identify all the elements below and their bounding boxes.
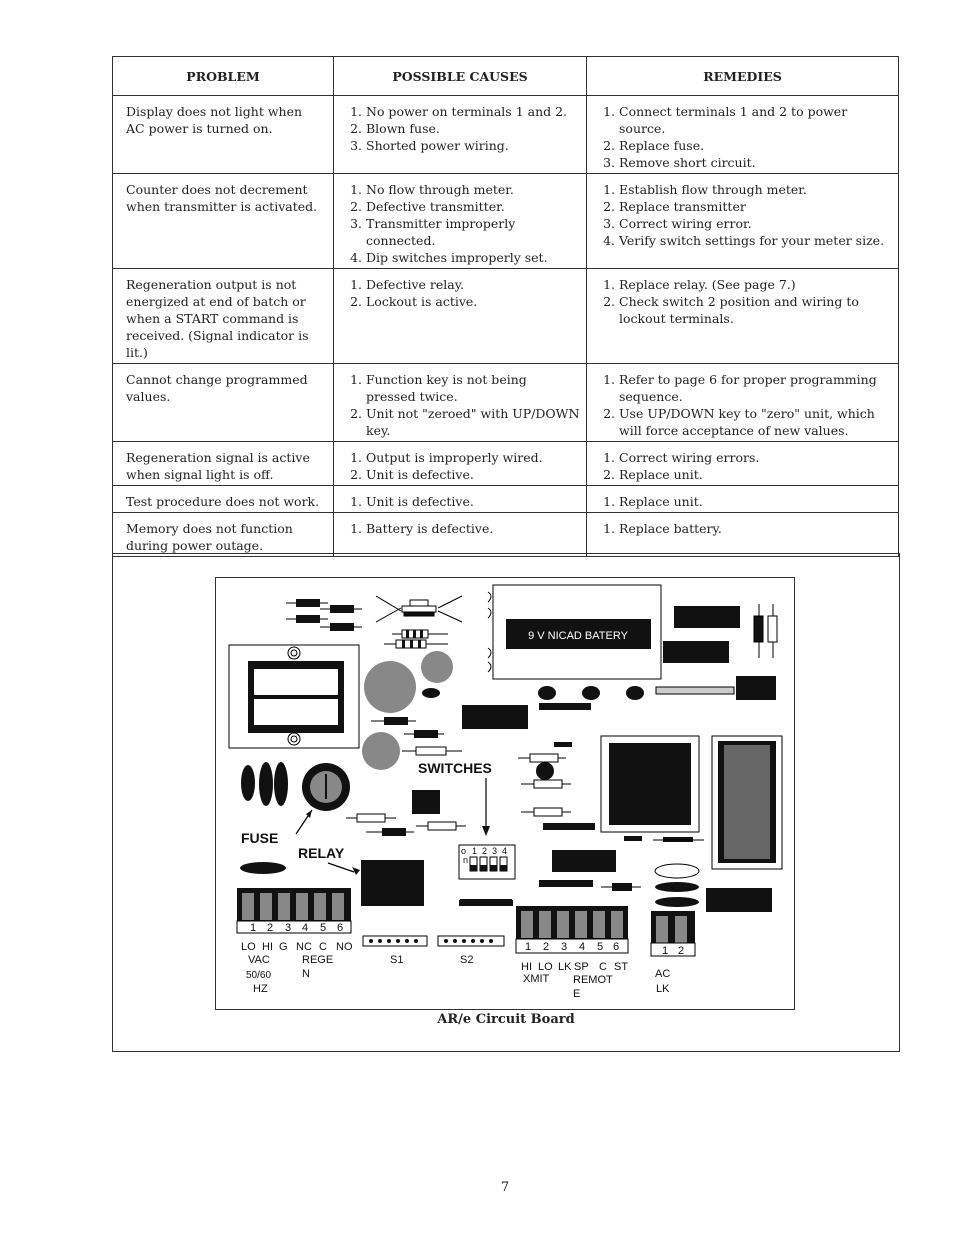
remedies-cell	[587, 364, 899, 442]
problem-line: AC power is turned on.	[126, 121, 273, 136]
problem-line: Regeneration signal is active	[126, 450, 310, 465]
s2-label: S2	[460, 954, 474, 966]
remedies-item: 3. Correct wiring error.	[619, 215, 892, 232]
causes-cell	[334, 96, 587, 174]
xmit-label: XMIT	[523, 973, 550, 985]
hz-50-60-label: 50/60	[246, 970, 272, 981]
problem-line: Cannot change programmed	[126, 372, 308, 387]
causes-item: 2. Unit not "zeroed" with UP/DOWN key.	[366, 405, 580, 439]
fuse-holder	[302, 763, 350, 811]
right-terminal-number-2: 2	[543, 941, 550, 953]
remedies-item: 3. Remove short circuit.	[619, 154, 892, 171]
causes-list	[347, 449, 580, 483]
table-row	[113, 96, 899, 174]
right-terminal-number-4: 4	[579, 941, 586, 953]
problem-line: Test procedure does not work.	[126, 494, 320, 509]
remedies-list	[600, 181, 892, 249]
remedies-item: 1. Correct wiring errors.	[619, 449, 892, 466]
problem-line: Memory does not function	[126, 521, 293, 536]
dip-num-2: 2	[482, 846, 488, 856]
problem-cell	[113, 486, 334, 513]
remedies-item: 2. Check switch 2 position and wiring to lockout terminals.	[619, 293, 892, 327]
left-terminal-number-6: 6	[337, 922, 344, 934]
terminal-block-ac-lockout	[651, 911, 695, 956]
remedies-cell	[587, 486, 899, 513]
right-terminal-number-5: 5	[597, 941, 604, 953]
remedies-item: 4. Verify switch settings for your meter size.	[619, 232, 892, 249]
causes-item: 4. Dip switches improperly set.	[366, 249, 580, 266]
header-causes: POSSIBLE CAUSES	[334, 57, 587, 96]
table-row	[113, 486, 899, 513]
remedies-cell	[587, 513, 899, 557]
table-row	[113, 174, 899, 269]
causes-list	[347, 520, 580, 537]
causes-cell	[334, 364, 587, 442]
remedies-item: 1. Replace unit.	[619, 493, 892, 510]
battery-label: 9 V NICAD BATERY	[528, 630, 628, 642]
left-terminal-number-5: 5	[320, 922, 327, 934]
remedies-item: 2. Use UP/DOWN key to "zero" unit, which will force acceptance of new values.	[619, 405, 892, 439]
vac-label: VAC	[248, 954, 270, 966]
problem-cell	[113, 442, 334, 486]
problem-cell	[113, 364, 334, 442]
transformer	[229, 645, 359, 748]
table-row	[113, 364, 899, 442]
processor-chip	[601, 736, 699, 832]
table-row	[113, 513, 899, 557]
left-terminal-number-1: 1	[250, 922, 257, 934]
page-number: 7	[500, 1180, 510, 1195]
dip-switch	[459, 845, 515, 879]
dip-num-4: 4	[502, 846, 508, 856]
remedies-cell	[587, 174, 899, 269]
right-terminal-label-3: LK	[558, 961, 572, 973]
connector-s2	[438, 936, 504, 946]
problem-line: energized at end of batch or	[126, 294, 306, 309]
problem-line: Display does not light when	[126, 104, 303, 119]
remedies-item: 1. Refer to page 6 for proper programming sequence.	[619, 371, 892, 405]
circuit-board-diagram	[215, 577, 795, 1010]
ac-num-1: 1	[662, 945, 669, 957]
causes-item: 2. Blown fuse.	[366, 120, 580, 137]
right-terminal-label-2: LO	[538, 961, 553, 973]
causes-item: 2. Unit is defective.	[366, 466, 580, 483]
remedies-list	[600, 103, 892, 171]
problem-line: when a START command is	[126, 311, 299, 326]
right-terminal-label-6: ST	[614, 961, 629, 973]
troubleshooting-table	[112, 56, 899, 557]
relay	[361, 860, 424, 906]
dip-num-1: 1	[472, 846, 478, 856]
causes-item: 1. No flow through meter.	[366, 181, 580, 198]
ac-label: AC	[655, 968, 671, 980]
right-terminal-number-1: 1	[525, 941, 532, 953]
remote-label-1: REMOT	[573, 974, 613, 986]
lk-label: LK	[656, 983, 670, 995]
regen-label-1: REGE	[302, 954, 334, 966]
terminal-block-signal	[516, 906, 628, 953]
causes-item: 1. Output is improperly wired.	[366, 449, 580, 466]
causes-list	[347, 181, 580, 266]
fuse-label: FUSE	[241, 830, 279, 846]
remedies-item: 1. Replace battery.	[619, 520, 892, 537]
causes-cell	[334, 486, 587, 513]
left-terminal-number-2: 2	[267, 922, 274, 934]
relay-label: RELAY	[298, 845, 345, 861]
remedies-item: 2. Replace unit.	[619, 466, 892, 483]
causes-item: 1. No power on terminals 1 and 2.	[366, 103, 580, 120]
left-terminal-label-6: NO	[336, 941, 353, 953]
table-row	[113, 442, 899, 486]
causes-list	[347, 276, 580, 310]
right-terminal-label-1: HI	[521, 961, 532, 973]
header-remedies: REMEDIES	[587, 57, 899, 96]
remedies-item: 2. Replace fuse.	[619, 137, 892, 154]
indicator-component	[376, 596, 462, 622]
problem-cell	[113, 96, 334, 174]
ac-num-2: 2	[678, 945, 685, 957]
left-terminal-label-4: NC	[296, 941, 312, 953]
problem-line: Counter does not decrement	[126, 182, 308, 197]
switches-label: SWITCHES	[418, 760, 492, 776]
table-row	[113, 269, 899, 364]
problem-line: when signal light is off.	[126, 467, 274, 482]
svg-text:n: n	[463, 855, 469, 865]
problem-line: values.	[126, 389, 171, 404]
remedies-cell	[587, 96, 899, 174]
left-terminal-label-3: G	[279, 941, 288, 953]
s1-label: S1	[390, 954, 404, 966]
causes-item: 2. Lockout is active.	[366, 293, 580, 310]
problem-line: Regeneration output is not	[126, 277, 297, 292]
causes-item: 3. Transmitter improperly connected.	[366, 215, 580, 249]
left-terminal-label-5: C	[319, 941, 327, 953]
hz-label: HZ	[253, 983, 268, 995]
right-terminal-label-5: C	[599, 961, 607, 973]
remedies-item: 2. Replace transmitter	[619, 198, 892, 215]
battery	[488, 585, 661, 679]
table-header-row	[113, 57, 899, 96]
problem-line: received. (Signal indicator is lit.)	[126, 328, 309, 360]
remedies-list	[600, 371, 892, 439]
causes-item: 1. Function key is not being pressed twice.	[366, 371, 580, 405]
remedies-cell	[587, 442, 899, 486]
problem-cell	[113, 513, 334, 557]
remote-label-2: E	[573, 988, 581, 1000]
remedies-cell	[587, 269, 899, 364]
right-terminal-label-4: SP	[574, 961, 589, 973]
problem-cell	[113, 269, 334, 364]
left-terminal-number-3: 3	[285, 922, 292, 934]
remedies-list	[600, 449, 892, 483]
left-terminal-label-1: LO	[241, 941, 256, 953]
resistor-group-top	[286, 599, 362, 631]
problem-cell	[113, 174, 334, 269]
problem-line: when transmitter is activated.	[126, 199, 318, 214]
svg-text:o: o	[461, 846, 467, 856]
causes-item: 2. Defective transmitter.	[366, 198, 580, 215]
causes-cell	[334, 442, 587, 486]
dip-num-3: 3	[492, 846, 498, 856]
causes-cell	[334, 269, 587, 364]
remedies-list	[600, 276, 892, 327]
causes-cell	[334, 513, 587, 557]
remedies-item: 1. Connect terminals 1 and 2 to power source.	[619, 103, 892, 137]
causes-item: 3. Shorted power wiring.	[366, 137, 580, 154]
right-terminal-number-6: 6	[613, 941, 620, 953]
causes-list	[347, 371, 580, 439]
header-problem: PROBLEM	[113, 57, 334, 96]
connector-s1	[363, 936, 427, 946]
remedies-item: 1. Establish flow through meter.	[619, 181, 892, 198]
right-terminal-number-3: 3	[561, 941, 568, 953]
causes-cell	[334, 174, 587, 269]
remedies-item: 1. Replace relay. (See page 7.)	[619, 276, 892, 293]
causes-item: 1. Battery is defective.	[366, 520, 580, 537]
causes-item: 1. Unit is defective.	[366, 493, 580, 510]
left-terminal-number-4: 4	[302, 922, 309, 934]
regen-label-2: N	[302, 968, 310, 980]
left-terminal-label-2: HI	[262, 941, 273, 953]
causes-item: 1. Defective relay.	[366, 276, 580, 293]
causes-list	[347, 103, 580, 154]
problem-line: during power outage.	[126, 538, 264, 553]
figure-caption: AR/e Circuit Board	[437, 1012, 575, 1027]
remedies-list	[600, 493, 892, 510]
remedies-list	[600, 520, 892, 537]
causes-list	[347, 493, 580, 510]
